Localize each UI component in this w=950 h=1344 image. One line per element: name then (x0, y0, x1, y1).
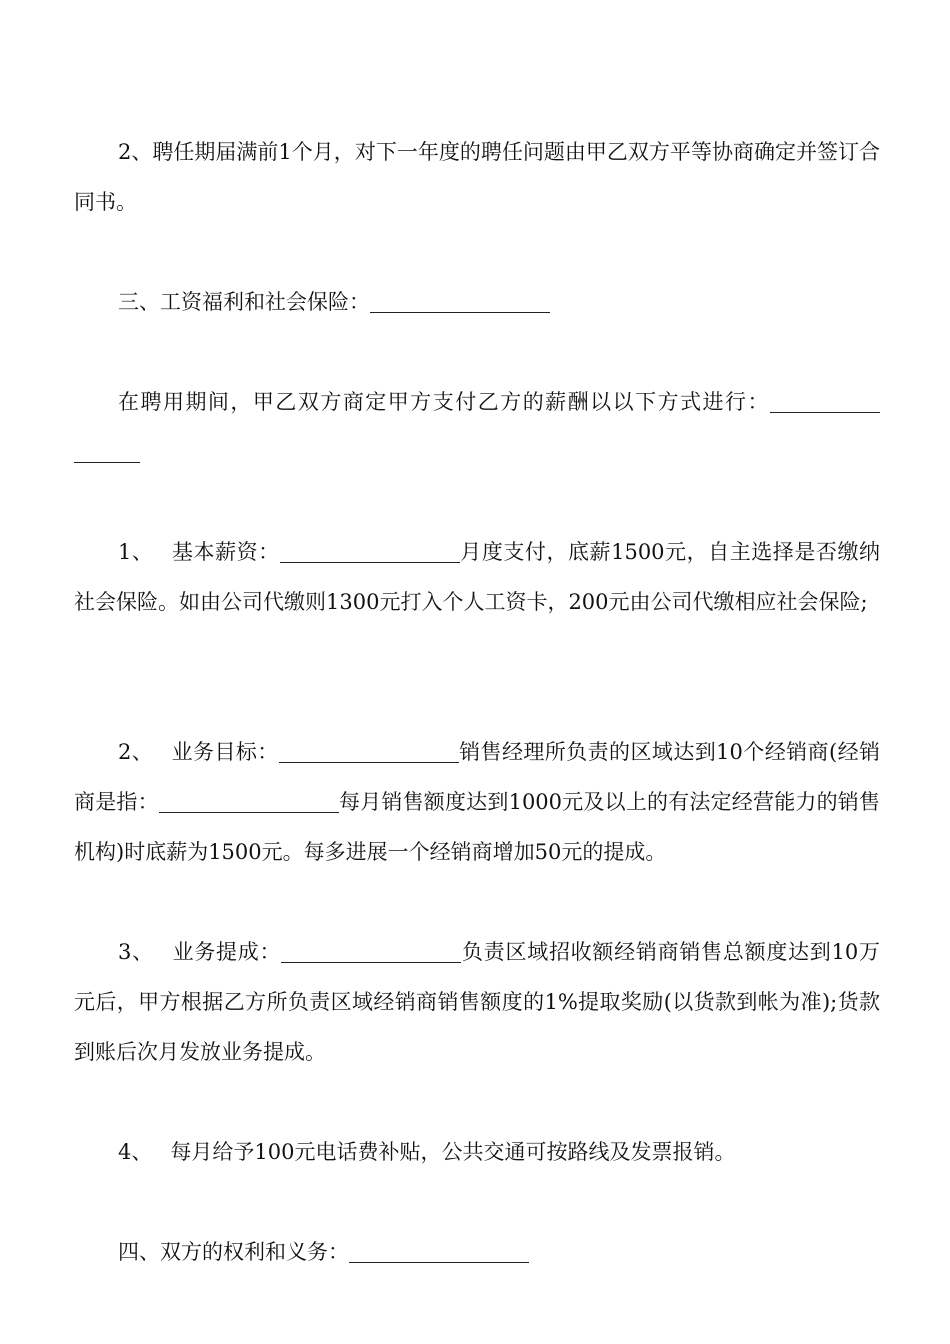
item-label: 业务目标： (171, 740, 279, 764)
paragraph-text: 月度支付，底薪1500元，自主选择是否缴纳社会保险。如由公司代缴则1300元打入个人工资卡，200元由公司代缴相应社会保险; (74, 540, 880, 614)
paragraph-base-salary (74, 527, 880, 627)
item-number: 4、 (118, 1140, 153, 1164)
paragraph-business-target (74, 727, 880, 877)
paragraph-text: 每月销售额度达到1000元及以上的有法定经营能力的销售机构)时底薪为1500元。每多进展一个经销商增加50元的提成。 (74, 790, 880, 864)
paragraph-text: 在聘用期间，甲乙双方商定甲方支付乙方的薪酬以以下方式进行： (118, 390, 770, 414)
item-number: 3、 (118, 940, 154, 964)
section-title: 三、工资福利和社会保险： (118, 290, 370, 314)
fill-in-blank[interactable] (349, 1241, 529, 1263)
fill-in-blank[interactable] (281, 941, 461, 963)
fill-in-blank[interactable] (770, 391, 880, 413)
section-title: 四、双方的权利和义务： (118, 1240, 349, 1264)
paragraph-allowance (74, 1127, 880, 1177)
item-number: 1、 (118, 540, 154, 564)
fill-in-blank-continued[interactable] (74, 441, 140, 463)
paragraph-text: 负责区域招收额经销商销售总额度达到10万元后，甲方根据乙方所负责区域经销商销售额度的1%提取奖励(以货款到帐为准);货款到账后次月发放业务提成。 (74, 940, 880, 1064)
paragraph-text: 2、聘任期届满前1个月，对下一年度的聘任问题由甲乙双方平等协商确定并签订合同书。 (74, 140, 880, 214)
item-number: 2、 (118, 740, 154, 764)
fill-in-blank[interactable] (280, 541, 460, 563)
item-label: 基本薪资： (171, 540, 280, 564)
item-label: 业务提成： (171, 940, 282, 964)
paragraph-term-renewal (74, 127, 880, 227)
paragraph-text: 每月给予100元电话费补贴，公共交通可按路线及发票报销。 (170, 1140, 736, 1164)
fill-in-blank[interactable] (279, 741, 459, 763)
section-4-heading (74, 1227, 880, 1277)
fill-in-blank[interactable] (159, 791, 339, 813)
fill-in-blank[interactable] (370, 291, 550, 313)
paragraph-salary-method (74, 377, 880, 477)
section-3-heading (74, 277, 880, 327)
paragraph-commission (74, 927, 880, 1077)
paragraph-text: 销售经理所负责的区域达到10个经销商(经销商是指： (74, 740, 880, 814)
